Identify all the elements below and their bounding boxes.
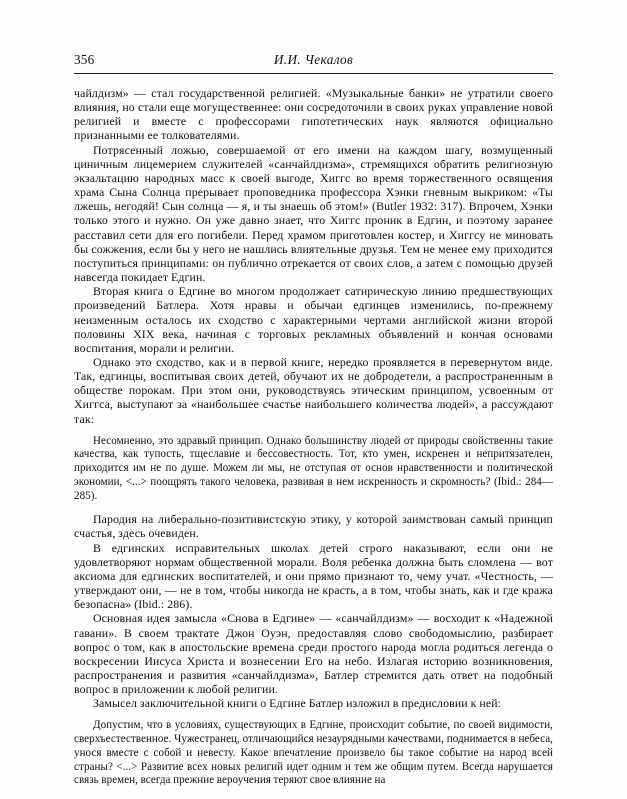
running-head-author: И.И. Чекалов bbox=[273, 52, 354, 67]
page-number: 356 bbox=[74, 52, 95, 67]
paragraph: В едгинских исправительных школах детей строго наказывают, если они не удовлетворяют нормам общественной морали. Воля ребенка должна быть сломлена — вот аксиома для едгинских воспитателей, и они прямо признают то, чему учат. «Честность, — утверждают они, — не в том, чтобы никогда не красть, а в том, чтобы знать, как и где кража безопасна» (Ibid.: 286). bbox=[74, 540, 553, 612]
paragraph: Основная идея замысла «Снова в Едгине» — «санчайлдизм» — восходит к «Надежной гавани». В своем трактате Джон Оуэн, предоставляя слово свободомыслию, разбирает вопрос о том, как в апостольские времена среди простого народа могла родиться легенда о воскресении Иисуса Христа и вознесении Его на небо. Излагая историю возникновения, распространения и развития «санчайлдизма», Батлер стремится дать ответ на подобный вопрос в приложении к любой религии. bbox=[74, 611, 553, 697]
paragraph: Пародия на либерально-позитивистскую этику, у которой заимствован самый принцип счастья, здесь очевиден. bbox=[74, 512, 553, 541]
paragraph: Однако это сходство, как и в первой книге, нередко проявляется в перевернутом виде. Так, едгинцы, воспитывая своих детей, обучают их не добродетели, а распространенным в обществе порокам. При этом они, руководствуясь этическим принципом, усвоенным от Хиггса, выступают за «наибольшее счастье наибольшего количества людей», а рассуждают так: bbox=[74, 354, 553, 426]
paragraph: Вторая книга о Едгине во многом продолжает сатирическую линию предшествующих произведений Батлера. Хотя нравы и обычаи едгинцев изменились, по-прежнему неизменным осталось их сходство с характерными чертами английской жизни второй половины XIX века, начиная с торговых рекламных объявлений и кончая основами воспитания, морали и религии. bbox=[74, 284, 553, 355]
block-quote: Допустим, что в условиях, существующих в Едгине, происходит событие, по своей видимости, сверхъестественное. Чужестранец, отличающийся незаурядными качествами, поднимается в небеса, унося вместе с собой и невесту. Какое впечатление произвело бы такое событие на народ всей страны? <...> Развитие всех новых религий идет одним и тем же общим путем. Всегда нарушается связь времен, всегда прежние вероучения теряют свое влияние на bbox=[74, 719, 553, 787]
text-column bbox=[74, 86, 553, 788]
header-rule bbox=[74, 73, 553, 74]
paragraph-continued: чайлдизм» — стал государственной религией. «Музыкальные банки» не утратили своего влияния, но стали еще могущественнее: они сосредоточили в своих руках управление новой религией и вместе с профессорами гипотетических наук являются официально признанными ее толкователями. bbox=[74, 86, 553, 143]
block-quote: Несомненно, это здравый принцип. Однако большинству людей от природы свойственны такие качества, как тупость, тщеславие и бессовестность. Тот, кто умен, искренен и непритязателен, приходится им не по душе. Можем ли мы, не отступая от основ нравственности и политической экономии, <...> поощрять такого человека, развивая в нем искренность и скромность? (Ibid.: 284—285). bbox=[74, 434, 553, 502]
paragraph: Замысел заключительной книги о Едгине Батлер изложил в предисловии к ней: bbox=[93, 696, 502, 711]
running-head bbox=[74, 52, 553, 72]
paragraph: Потрясенный ложью, совершаемой от его имени на каждом шагу, возмущенный циничным лицемерием служителей «санчайлдизма», стремящихся обратить религиозную экзальтацию народных масс к своей выгоде, Хиггс во время торжественного освящения храма Сына Солнца прерывает проповедника профессора Хэнки гневным выкриком: «Ты лжешь, негодяй! Сын солнца — я, и ты знаешь об этом!» (Butler 1932: 317). Впрочем, Хэнки только этого и нужно. Он уже давно знает, что Хиггс проник в Едгин, и поэтому заранее расставил сети для его погибели. Перед храмом приготовлен костер, и Хиггсу не миновать бы сожжения, если бы у него не нашлись влиятельные друзья. Тем не менее ему приходится поступиться принципами: он публично отрекается от своих слов, а затем с помощью друзей навсегда покидает Едгин. bbox=[74, 142, 553, 285]
